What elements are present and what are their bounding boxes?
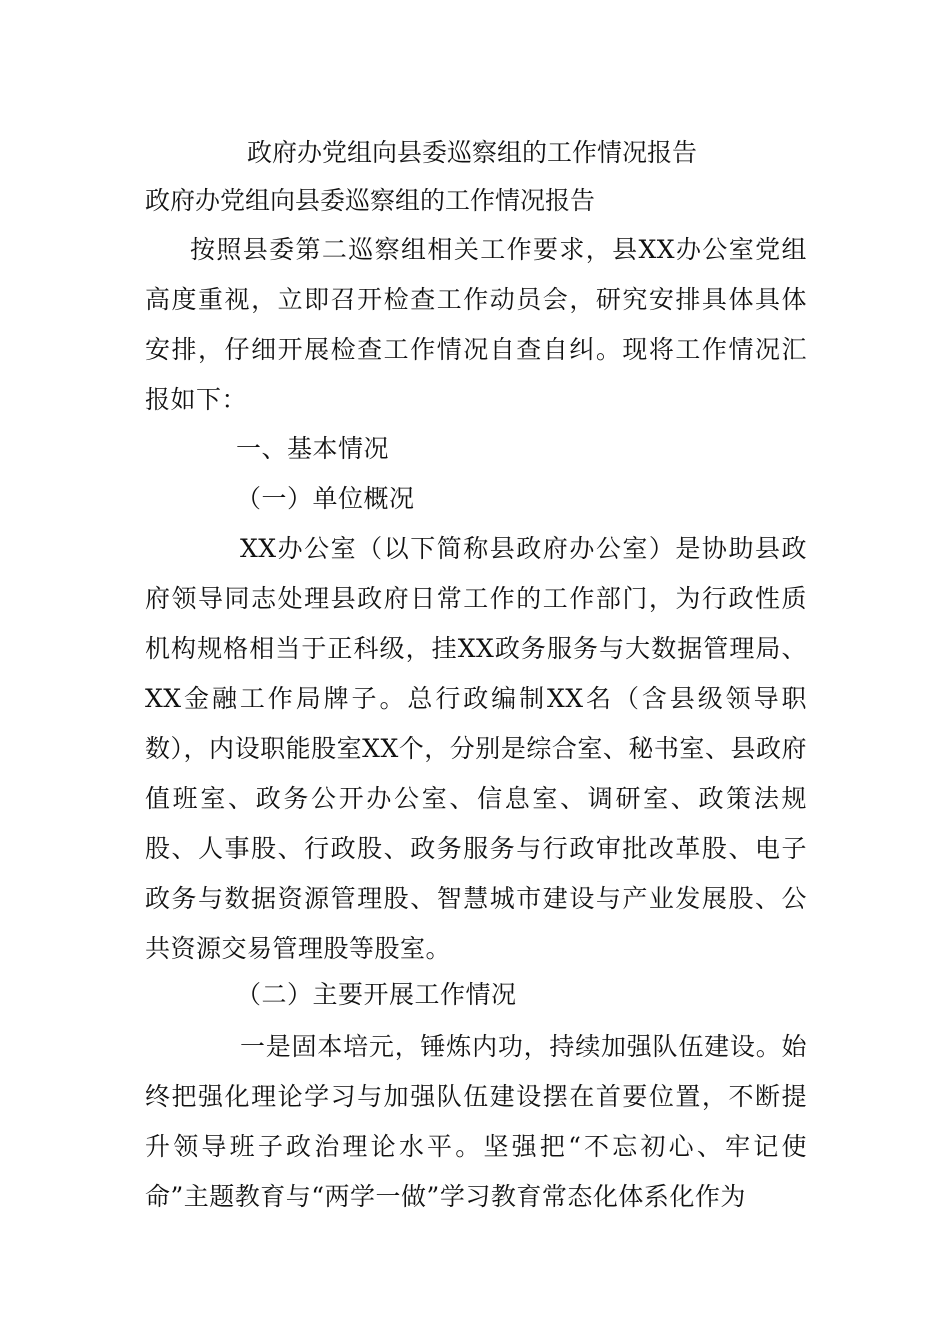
main-work-paragraph: 一是固本培元，锤炼内功，持续加强队伍建设。始终把强化理论学习与加强队伍建设摆在首要位置，不断提升领导班子政治理论水平。坚强把“不忘初心、牢记使命”主题教育与“两学一做”学习教育常态化体系化作为 [145,1032,807,1211]
document-title: 政府办党组向县委巡察组的工作情况报告 [247,138,698,167]
section-heading-unit-overview: （一）单位概况 [236,484,415,513]
intro-paragraph: 按照县委第二巡察组相关工作要求，县XX办公室党组高度重视，立即召开检查工作动员会，研究安排具体具体安排，仔细开展检查工作情况自查自纠。现将工作情况汇报如下： [145,235,807,414]
document-subtitle: 政府办党组向县委巡察组的工作情况报告 [145,186,596,215]
section-heading-basic-situation: 一、基本情况 [236,434,390,463]
section-heading-main-work: （二）主要开展工作情况 [236,980,517,1009]
unit-overview-paragraph: XX办公室（以下简称县政府办公室）是协助县政府领导同志处理县政府日常工作的工作部门，为行政性质机构规格相当于正科级，挂XX政务服务与大数据管理局、XX金融工作局牌子。总行政编制XX名（含县级领导职数），内设职能股室XX个，分别是综合室、秘书室、县政府值班室、政务公开办公室、信息室、调研室、政策法规股、人事股、行政股、政务服务与行政审批改革股、电子政务与数据资源管理股、智慧城市建设与产业发展股、公共资源交易管理股等股室。 [145,534,807,963]
